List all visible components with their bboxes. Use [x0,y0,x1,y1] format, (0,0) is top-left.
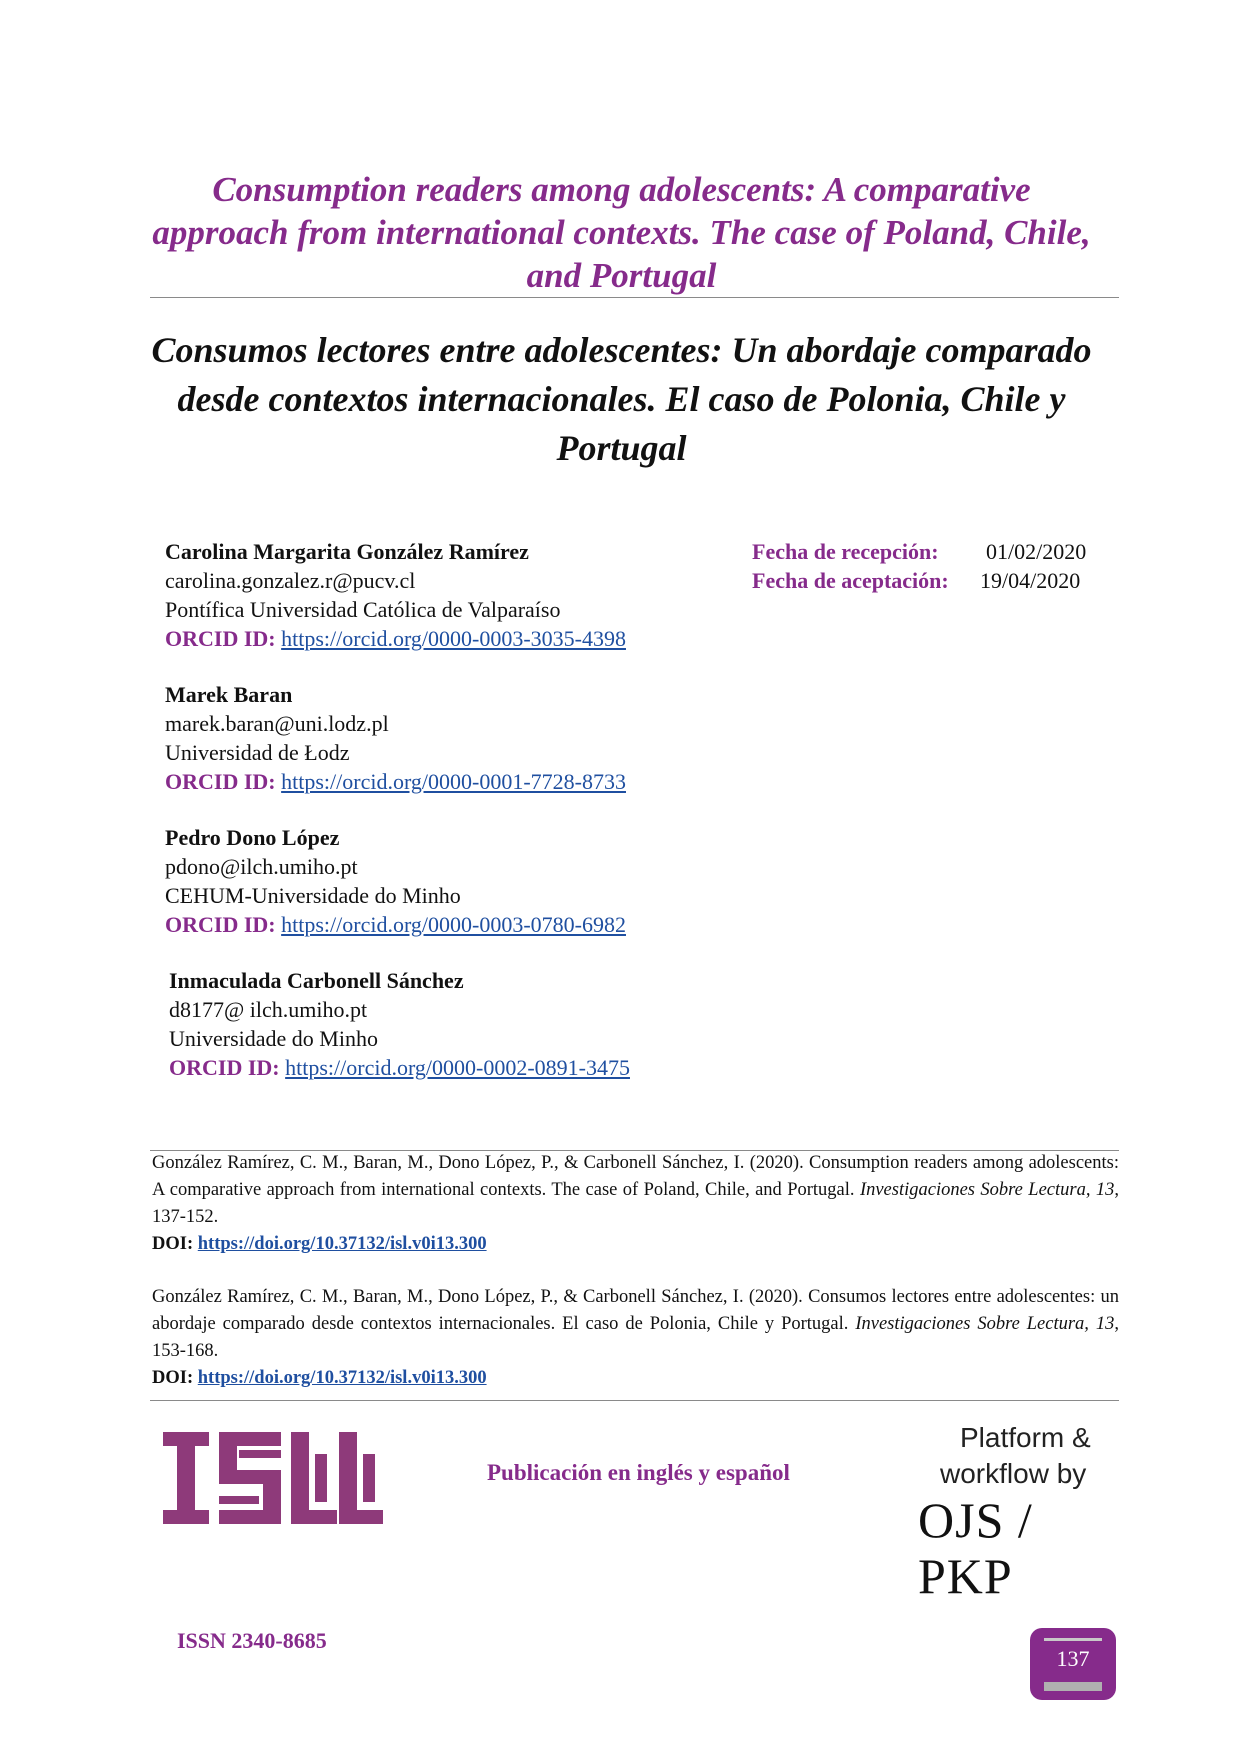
citation-text [152,1284,1119,1365]
citation-spanish [152,1284,1119,1392]
citation-body: González Ramírez, C. M., Baran, M., Dono López, P., & Carbonell Sánchez, I. (2020). Consumos lectores entre adolescentes: un abordaje comparado desde contextos internacionales. El caso de Polonia, Chile y Portugal. [152,1287,1119,1334]
doi-link[interactable]: https://doi.org/10.37132/isl.v0i13.300 [197,1368,487,1388]
title-divider [150,297,1119,298]
orcid-row [165,910,626,939]
author-institution: Pontífica Universidad Católica de Valparaíso [165,597,561,622]
citation-pages: , 137-152. [152,1180,1119,1227]
isl-logo [163,1432,383,1524]
orcid-label: ORCID ID: [165,912,276,937]
orcid-link[interactable]: https://orcid.org/0000-0002-0891-3475 [285,1055,630,1080]
orcid-row [165,624,626,653]
author-email: marek.baran@uni.lodz.pl [165,711,389,736]
orcid-label: ORCID ID: [169,1055,280,1080]
orcid-row [169,1053,630,1082]
author-institution: Universidade do Minho [169,1026,378,1051]
author-block-1 [165,537,626,653]
doi-row [152,1365,1119,1392]
author-name: Carolina Margarita González Ramírez [165,539,529,564]
author-email: carolina.gonzalez.r@pucv.cl [165,568,416,593]
doi-label: DOI: [152,1368,194,1388]
ojs-pkp-logo [918,1420,1118,1604]
citation-bottom-divider [150,1400,1119,1401]
page-number: 137 [1056,1646,1090,1671]
ojs-line-1: Platform & [960,1422,1091,1453]
citation-journal: Investigaciones Sobre Lectura, 13 [855,1314,1115,1334]
doi-row [152,1231,1119,1258]
author-name: Marek Baran [165,682,293,707]
received-date-row [752,537,1086,566]
received-label: Fecha de recepción: [752,539,939,564]
english-title: Consumption readers among adolescents: A comparative approach from international contexts. The case of Poland, Chile, and Portugal [152,170,1091,295]
spanish-title: Consumos lectores entre adolescentes: Un abordaje comparado desde contextos internacionales. El caso de Polonia, Chile y Portugal [151,330,1092,468]
author-institution: Universidad de Łodz [165,740,350,765]
orcid-label: ORCID ID: [165,626,276,651]
orcid-link[interactable]: https://orcid.org/0000-0003-3035-4398 [281,626,626,651]
orcid-label: ORCID ID: [165,769,276,794]
issn: ISSN 2340-8685 [177,1628,327,1653]
author-name: Inmaculada Carbonell Sánchez [169,968,464,993]
author-name: Pedro Dono López [165,825,340,850]
ojs-line-2: workflow by [940,1458,1087,1489]
ojs-brand: OJS / PKP [918,1492,1033,1604]
author-block-2 [165,680,626,796]
orcid-row [165,767,626,796]
page-number-badge [1030,1628,1116,1700]
publication-language-note: Publicación en inglés y español [487,1460,790,1485]
author-email: d8177@ ilch.umiho.pt [169,997,368,1022]
author-email: pdono@ilch.umiho.pt [165,854,358,879]
received-value: 01/02/2020 [986,539,1087,564]
doi-label: DOI: [152,1234,194,1254]
accepted-value: 19/04/2020 [980,568,1081,593]
accepted-date-row [752,566,1086,595]
badge-top-bar [1044,1638,1102,1641]
author-block-3 [165,823,626,939]
citation-journal: Investigaciones Sobre Lectura, 13 [859,1180,1115,1200]
author-institution: CEHUM-Universidade do Minho [165,883,461,908]
badge-bottom-bar [1044,1682,1102,1691]
citation-english [152,1150,1119,1258]
citation-pages: , 153-168. [152,1314,1119,1361]
doi-link[interactable]: https://doi.org/10.37132/isl.v0i13.300 [197,1234,487,1254]
submission-dates [752,537,1086,595]
citation-text [152,1150,1119,1231]
accepted-label: Fecha de aceptación: [752,568,949,593]
citation-body: González Ramírez, C. M., Baran, M., Dono López, P., & Carbonell Sánchez, I. (2020). Consumption readers among adolescents: A comparative approach from international contexts. The case of Poland, Chile, and Portugal. [152,1153,1119,1200]
orcid-link[interactable]: https://orcid.org/0000-0001-7728-8733 [281,769,626,794]
author-block-4 [169,966,630,1082]
orcid-link[interactable]: https://orcid.org/0000-0003-0780-6982 [281,912,626,937]
